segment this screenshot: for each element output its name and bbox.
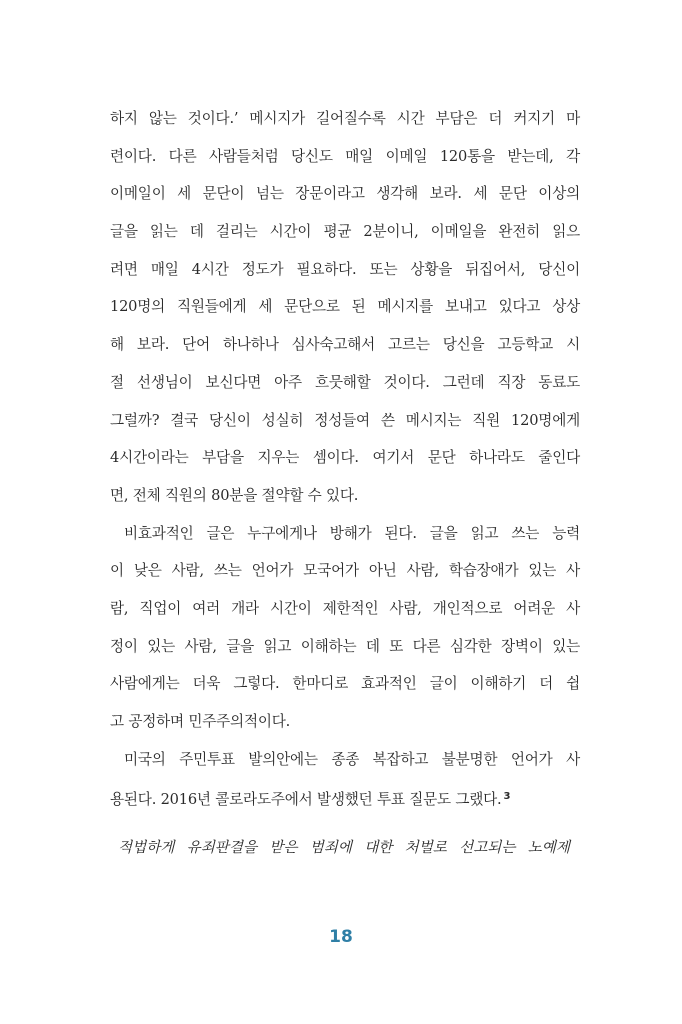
text-line: 면, 전체 직원의 80분을 절약할 수 있다. xyxy=(110,486,359,504)
text-line: 하지 않는 것이다.’ 메시지가 길어질수록 시간 부담은 더 커지기 마 xyxy=(110,110,580,127)
text-line: 이 낮은 사람, 쓰는 언어가 모국어가 아닌 사람, 학습장애가 있는 사 xyxy=(110,562,580,580)
paragraph-start-line: 비효과적인 글은 누구에게나 방해가 된다. 글을 읽고 쓰는 능력 xyxy=(124,524,580,542)
text-line: 람, 직업이 여러 개라 시간이 제한적인 사람, 개인적으로 어려운 사 xyxy=(110,599,580,617)
text-line-with-footnote xyxy=(110,778,580,816)
footnote-marker: 3 xyxy=(503,791,511,803)
body-text xyxy=(110,100,580,816)
text-line: 용된다. 2016년 콜로라도주에서 발생했던 투표 질문도 그랬다. xyxy=(110,791,502,809)
text-line: 정이 있는 사람, 글을 읽고 이해하는 데 또 다른 심각한 장벽이 있는 xyxy=(110,637,580,655)
text-line: 120명의 직원들에게 세 문단으로 된 메시지를 보내고 있다고 상상 xyxy=(110,298,580,316)
quoted-ballot-text: 적법하게 유죄판결을 받은 범죄에 대한 처벌로 선고되는 노예제 xyxy=(118,839,570,856)
text-line: 사람에게는 더욱 그렇다. 한마디로 효과적인 글이 이해하기 더 쉽 xyxy=(110,675,580,693)
text-line: 려면 매일 4시간 정도가 필요하다. 또는 상황을 뒤집어서, 당신이 xyxy=(110,260,580,278)
text-line: 고 공정하며 민주주의적이다. xyxy=(110,713,291,730)
text-line: 이메일이 세 문단이 넘는 장문이라고 생각해 보라. 세 문단 이상의 xyxy=(110,185,580,203)
text-line: 절 선생님이 보신다면 아주 흐뭇해할 것이다. 그런데 직장 동료도 xyxy=(110,373,580,391)
paragraph-start-line: 미국의 주민투표 발의안에는 종종 복잡하고 불분명한 언어가 사 xyxy=(124,750,580,768)
text-line: 련이다. 다른 사람들처럼 당신도 매일 이메일 120통을 받는데, 각 xyxy=(110,147,580,165)
text-line: 글을 읽는 데 걸리는 시간이 평균 2분이니, 이메일을 완전히 읽으 xyxy=(110,223,580,241)
text-line: 4시간이라는 부담을 지우는 셈이다. 여기서 문단 하나라도 줄인다 xyxy=(110,449,580,467)
text-line: 해 보라. 단어 하나하나 심사숙고해서 고르는 당신을 고등학교 시 xyxy=(110,336,580,354)
page-number: 18 xyxy=(329,927,353,947)
text-line: 그럴까? 결국 당신이 성실히 정성들여 쓴 메시지는 직원 120명에게 xyxy=(110,411,580,429)
